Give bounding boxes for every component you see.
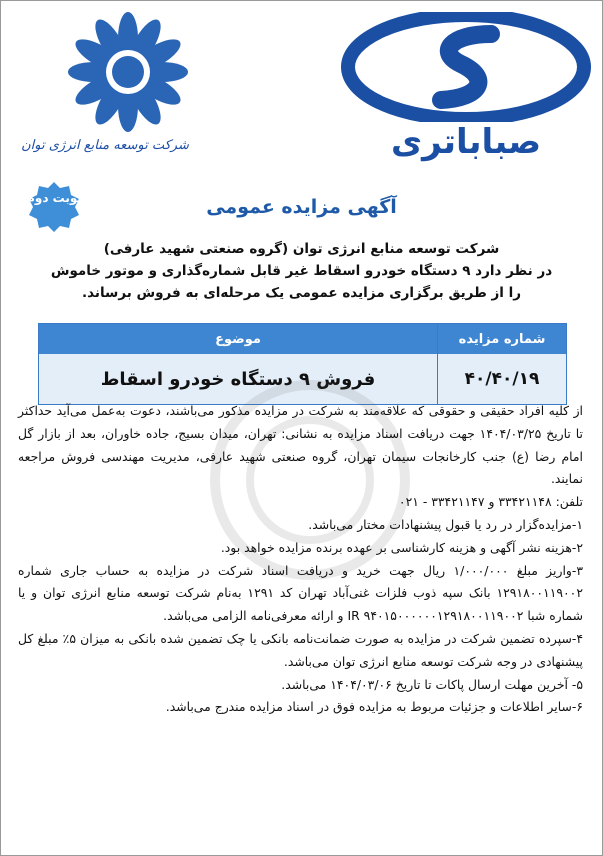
body-text <box>18 400 583 719</box>
intro-line-3: را از طریق برگزاری مزایده عمومی یک مرحله‌ای به فروش برساند. <box>81 285 521 301</box>
header-cell-subject <box>39 324 437 354</box>
condition-item-1: ۱-مزایده‌گزار در رد یا قبول پیشنهادات مختار می‌باشد. <box>308 516 583 532</box>
page-title: آگهی مزایده عمومی <box>206 196 397 218</box>
header-subject-label: موضوع <box>215 331 261 347</box>
saba-battery-logo <box>341 12 591 162</box>
saba-battery-emblem-icon <box>341 12 591 122</box>
saba-battery-wordmark: صباباتری <box>390 122 542 162</box>
cell-auction-subject <box>39 354 437 404</box>
condition-item-3: ۳-واریز مبلغ ۱/۰۰۰/۰۰۰ ریال جهت خرید و دریافت اسناد شرکت در مزایده به حساب جاری شماره ۱۲۹۱۸۰۰۱۱۹۰۰۲ بانک سپه ذوب فلزات غنی‌آباد تهران کد ۱۲۹۱ به‌نام شرکت توسعه منابع انرژی توان و یا شماره شبا IR ۹۴۰۱۵۰۰۰۰۰۰۱۲۹۱۸۰۰۱۱۹۰۰۲ و ارائه معرفی‌نامه الزامی می‌باشد. <box>18 562 583 624</box>
phone-line: تلفن: ۳۳۴۲۱۱۴۸ و ۳۳۴۲۱۱۴۷ - ۰۲۱ <box>398 494 583 510</box>
condition-item-5: ۵- آخرین مهلت ارسال پاکات تا تاریخ ۱۴۰۴/۰۳/۰۶ می‌باشد. <box>281 676 583 692</box>
intro-line-1: شرکت توسعه منابع انرژی توان (گروه صنعتی شهید عارفی) <box>103 241 500 257</box>
cell-auction-number <box>437 354 566 404</box>
table-row <box>39 354 566 404</box>
flower-emblem-icon <box>40 10 210 140</box>
auction-table <box>38 323 567 405</box>
second-round-badge: نوبت دوم <box>26 191 82 205</box>
paragraph-invitation: از کلیه افراد حقیقی و حقوقی که علاقه‌مند به شرکت در مزایده مذکور می‌باشند، دعوت به‌عمل می‌آید حداکثر تا تاریخ ۱۴۰۴/۰۳/۲۵ جهت دریافت اسناد مزایده به نشانی: تهران، میدان بسیج، جاده خاوران، بعد از بازار گل امام رضا (ع) جنب کارخانجات سیمان تهران، گروه صنعتی شهید عارفی، مدیریت مهندسی فروش مراجعه نمایند. <box>18 403 583 487</box>
table-header-row <box>39 324 566 354</box>
tavan-energy-logo <box>20 10 210 175</box>
header-cell-number <box>437 324 566 354</box>
condition-item-4: ۴-سپرده تضمین شرکت در مزایده به صورت ضمانت‌نامه بانکی یا چک تضمین شده بانکی به میزان ۵٪ مبلغ کل پیشنهادی در وجه شرکت توسعه منابع انرژی توان می‌باشد. <box>18 630 584 669</box>
condition-item-6: ۶-سایر اطلاعات و جزئیات مربوط به مزایده فوق در اسناد مزایده مندرج می‌باشد. <box>165 699 583 715</box>
header-number-label: شماره مزایده <box>458 331 546 347</box>
intro-line-2: در نظر دارد ۹ دستگاه خودرو اسقاط غیر قابل شماره‌گذاری و موتور خاموش <box>50 263 553 279</box>
auction-subject-value: فروش ۹ دستگاه خودرو اسقاط <box>100 368 376 390</box>
condition-item-2: ۲-هزینه نشر آگهی و هزینه کارشناسی بر عهده برنده مزایده خواهد بود. <box>220 539 583 555</box>
intro-text <box>20 238 583 304</box>
tavan-energy-caption: شرکت توسعه منابع انرژی توان <box>21 138 189 153</box>
auction-number-value: ۴۰/۴۰/۱۹ <box>464 369 540 389</box>
